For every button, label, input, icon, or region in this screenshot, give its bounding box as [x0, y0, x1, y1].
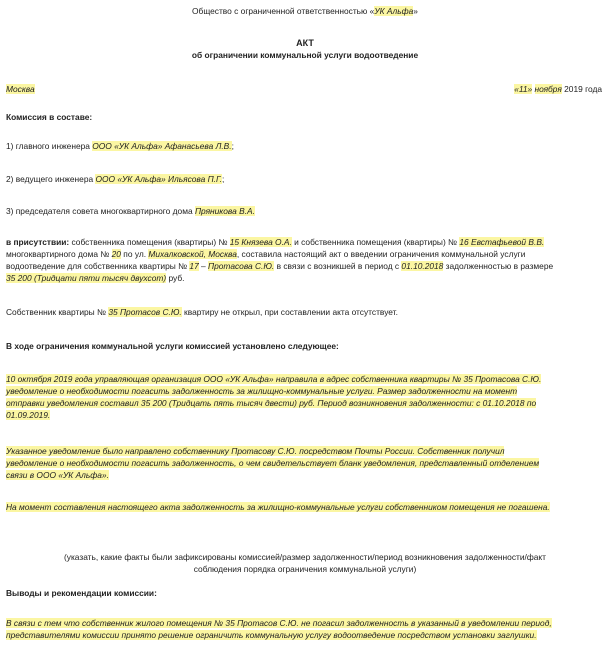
commission-member: 1) главного инженера ООО «УК Альфа» Афанасьева Л.В.;: [6, 141, 234, 151]
document-title: АКТ: [296, 38, 314, 48]
conclusions-heading: Выводы и рекомендации комиссии:: [6, 588, 157, 598]
findings-paragraph-3: На момент составления настоящего акта задолженность за жилищно-коммунальные услуги собственником помещения не погашена.: [6, 502, 550, 512]
findings-note: (указать, какие факты были зафиксированы комиссией/размер задолженности/период возникновения задолженности/факт соблюдения порядка ограничения коммунальной услуги): [63, 552, 547, 574]
findings-heading: В ходе ограничения коммунальной услуги комиссией установлено следующее:: [6, 341, 339, 351]
document-date: «11» ноября 2019 года: [514, 84, 602, 94]
commission-member: 2) ведущего инженера ООО «УК Альфа» Ильясова П.Г.;: [6, 174, 225, 184]
findings-paragraph-2: Указанное уведомление было направлено собственнику Протасову С.Ю. посредством Почты России. Собственник получил уведомление о необходимости погасить задолженность, о чем свидетельствует бланк уведомления, представленный отделением связи в ООО «УК Альфа».: [6, 446, 540, 480]
organization-header: Общество с ограниченной ответственностью «УК Альфа»: [192, 6, 418, 16]
presence-line-2: многоквартирного дома № 20 по ул. Михалковской, Москва, составила настоящий акт о введении ограничения коммунальной услуги: [6, 249, 526, 259]
place: Москва: [6, 84, 35, 94]
commission-heading: Комиссия в составе:: [6, 112, 93, 122]
findings-paragraph-1: 10 октября 2019 года управляющая организация ООО «УК Альфа» направила в адрес собственника квартиры № 35 Протасова С.Ю. уведомление о необходимости погасить задолженность за жилищно-коммунальные услуги. Размер задолженности на момент отправки уведомления составил 35 200 (Тридцать пять тысяч двести) руб. Период возникновения задолженности: с 01.10.2018 по 01.09.2019.: [6, 374, 542, 420]
organization-name: УК Альфа: [374, 6, 414, 16]
presence-line-4: 35 200 (Тридцати пяти тысяч двухсот) руб.: [6, 273, 185, 283]
owner-statement: Собственник квартиры № 35 Протасов С.Ю. квартиру не открыл, при составлении акта отсутствует.: [6, 307, 398, 317]
conclusions-paragraph: В связи с тем что собственник жилого помещения № 35 Протасов С.Ю. не погасил задолженность в указанный в уведомлении период, представителями комиссии принято решение ограничить коммунальную услугу водоотведение посредством установки заглушки.: [6, 618, 552, 640]
commission-member: 3) председателя совета многоквартирного дома Пряникова В.А.: [6, 206, 255, 216]
presence-line-3: водоотведение для собственника квартиры № 17 – Протасова С.Ю. в связи с возникшей в период с 01.10.2018 задолженностью в размере: [6, 261, 554, 271]
presence-line-1: в присутствии: собственника помещения (квартиры) № 15 Князева О.А. и собственника помещения (квартиры) № 16 Евстафьевой В.В.: [6, 237, 545, 247]
document-subtitle: об ограничении коммунальной услуги водоотведение: [191, 50, 419, 60]
